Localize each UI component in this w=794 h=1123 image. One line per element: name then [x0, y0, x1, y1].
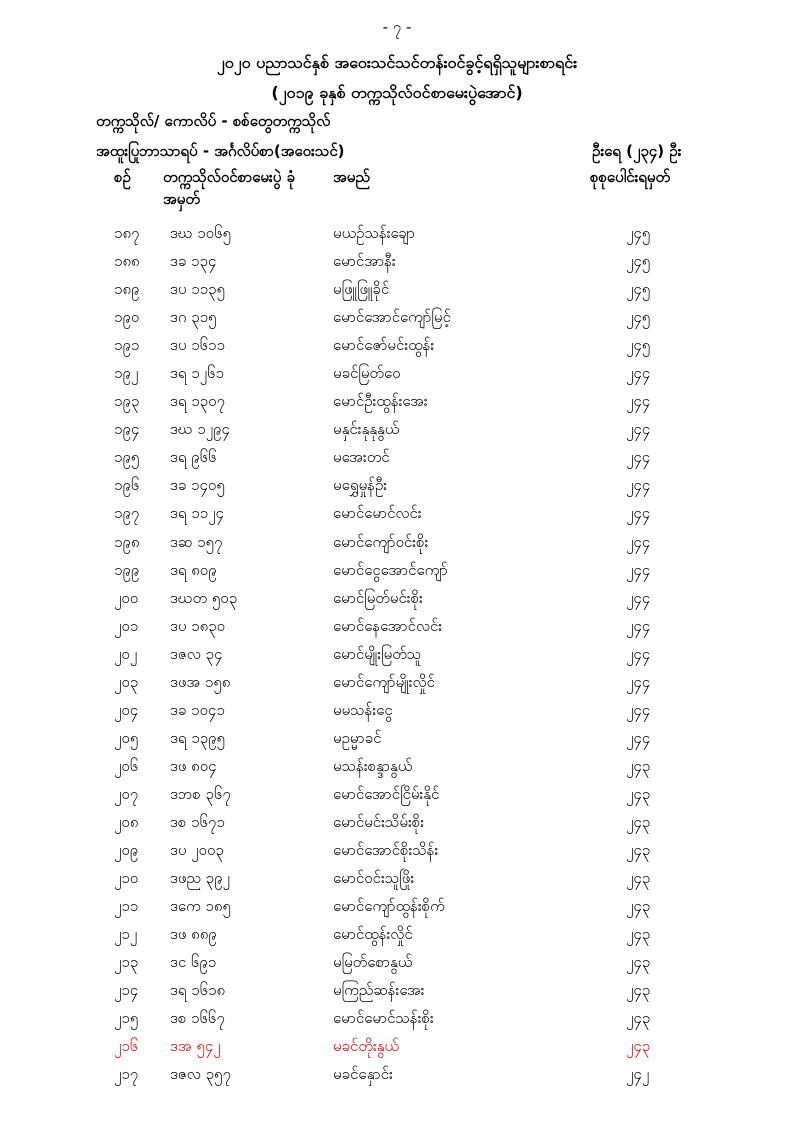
table-row	[0, 951, 794, 979]
row-name: မသန်းစန္ဒာနွယ်	[333, 756, 413, 775]
row-roll-number: ဒပ ၂၀၀၃	[170, 841, 224, 860]
table-row	[0, 783, 794, 811]
table-row	[0, 727, 794, 755]
row-serial-no: ၁၉၃	[114, 392, 140, 411]
table-row	[0, 867, 794, 895]
row-serial-no: ၂၀၄	[114, 700, 139, 719]
row-roll-number: ဒရ ၁၃၉၅	[170, 728, 225, 747]
row-roll-number: ဒဖည ၃၉၂	[170, 869, 230, 888]
row-name: မောင်ဇော်မင်းထွန်း	[333, 336, 435, 355]
results-list	[0, 222, 794, 1091]
row-serial-no: ၂၁၃	[114, 953, 139, 972]
row-name: မောင်ကျော်မျိုးလှိုင်	[333, 672, 435, 691]
row-name: မယဉ်သန်းချော	[333, 224, 416, 242]
row-total-marks: ၂၄၅	[626, 252, 651, 271]
table-row	[0, 362, 794, 390]
document-title: ၂၀၂၀ ပညာသင်နှစ် အဝေးသင်သင်တန်းဝင်ခွင့်ရရှိသူများစာရင်း	[216, 53, 578, 72]
row-total-marks: ၂၄၅	[626, 308, 651, 327]
row-name: မနှင်းနုနုနွယ်	[333, 420, 400, 439]
row-serial-no: ၂၁၀	[114, 869, 139, 888]
table-row	[0, 222, 794, 250]
row-total-marks: ၂၄၃	[626, 925, 651, 944]
table-row	[0, 755, 794, 783]
row-serial-no: ၁၉၄	[114, 420, 140, 439]
row-roll-number: ဒဃ ၁၀၆၅	[170, 224, 231, 242]
row-serial-no: ၂၀၃	[114, 672, 139, 691]
row-roll-number: ဒစ ၁၆၆၇	[170, 1009, 225, 1028]
row-roll-number: ဒဖအ ၁၅၈	[170, 672, 231, 691]
table-row	[0, 559, 794, 587]
row-name: မောင်ဝင်းသူဖြိုး	[333, 869, 415, 888]
row-serial-no: ၂၀၅	[114, 728, 139, 747]
row-name: မောင်ငွေအောင်ကျော်	[333, 560, 448, 579]
row-name: မောင်ထွန်းလှိုင်	[333, 925, 413, 944]
row-serial-no: ၂၁၄	[114, 981, 139, 1000]
table-row	[0, 923, 794, 951]
table-row	[0, 699, 794, 727]
row-name: မဖြူဖြူခိုင်	[333, 280, 390, 299]
table-row	[0, 811, 794, 839]
row-name: မောင်နေအောင်လင်း	[333, 616, 443, 635]
row-name: မမြတ်စောနွယ်	[333, 953, 413, 972]
row-total-marks: ၂၄၄	[626, 448, 651, 467]
row-roll-number: ဒခ ၁၃၄	[170, 252, 217, 271]
row-name: မောင်ကျော်ဝင်းစိုး	[333, 532, 429, 551]
row-roll-number: ဒဘစ ၃၆၇	[170, 784, 231, 803]
row-roll-number: ဒရ ၁၁၂၄	[170, 504, 224, 523]
row-total-marks: ၂၄၄	[626, 728, 651, 747]
row-name: မခင်နှောင်း	[333, 1065, 393, 1084]
row-serial-no: ၁၈၉	[114, 280, 140, 299]
row-total-marks: ၂၄၄	[626, 420, 651, 439]
row-name: မောင်မြတ်မင်းစိုး	[333, 588, 423, 607]
table-row	[0, 1063, 794, 1091]
row-roll-number: ဒဆ ၁၅၇	[170, 532, 223, 551]
row-roll-number: ဒဖ ၈၈၉	[170, 925, 217, 944]
subject-line: အထူးပြုဘာသာရပ် - အင်္ဂလိပ်စာ(အဝေးသင်)	[96, 142, 345, 160]
row-roll-number: ဒရ ၁၆၁၈	[170, 981, 226, 1000]
document-subtitle: (၂၀၁၉ ခုနှစ် တက္ကသိုလ်ဝင်စာမေးပွဲအောင်)	[271, 83, 523, 102]
row-serial-no: ၁၉၅	[114, 448, 140, 467]
row-roll-number: ဒအ ၅၄၂	[170, 1037, 221, 1056]
row-roll-number: ဒရ ၉၆၆	[170, 448, 217, 467]
total-count-label: ဦးရေ (၂၃၄) ဦး	[592, 142, 682, 160]
table-row	[0, 334, 794, 362]
row-total-marks: ၂၄၄	[626, 644, 651, 663]
row-roll-number: ဒဃ ၁၂၉၄	[170, 420, 230, 439]
row-serial-no: ၂၀၁	[114, 616, 139, 635]
header-roll-number: တက္ကသိုလ်ဝင်စာမေးပွဲ ခုံအမှတ်	[163, 168, 295, 208]
row-total-marks: ၂၄၃	[626, 1037, 651, 1056]
row-name: မခင်မြတ်ဝေ	[333, 364, 401, 383]
row-serial-no: ၁၉၇	[114, 504, 140, 523]
row-total-marks: ၂၄၃	[626, 981, 651, 1000]
row-total-marks: ၂၄၅	[626, 336, 651, 355]
header-serial-no: စဉ်	[114, 168, 131, 186]
row-name: မဥမ္မာခင်	[333, 728, 382, 747]
row-serial-no: ၂၀၀	[114, 588, 139, 607]
table-row	[0, 1035, 794, 1063]
table-row	[0, 1007, 794, 1035]
university-line: တက္ကသိုလ်/ ကောလိပ် - စစ်တွေတက္ကသိုလ်	[96, 112, 331, 130]
row-roll-number: ဒပ ၁၆၁၁	[170, 336, 225, 355]
row-roll-number: ဒရ ၁၃၀၇	[170, 392, 225, 411]
row-roll-number: ဒခ ၁၄၀၅	[170, 476, 225, 495]
row-roll-number: ဒင ၆၉၁	[170, 953, 217, 972]
table-row	[0, 979, 794, 1007]
row-roll-number: ဒစ ၁၆၇၁	[170, 812, 225, 831]
table-row	[0, 306, 794, 334]
row-serial-no: ၁၈၇	[114, 224, 140, 242]
row-name: မမသန်းငွေ	[333, 700, 393, 719]
row-roll-number: ဒကေ ၁၈၅	[170, 897, 231, 916]
table-row	[0, 390, 794, 418]
row-name: မောင်မောင်သန်းစိုး	[333, 1009, 434, 1028]
row-serial-no: ၁၉၈	[114, 532, 140, 551]
row-total-marks: ၂၄၃	[626, 841, 651, 860]
row-name: မောင်မင်းသိမ်းစိုး	[333, 812, 425, 831]
row-serial-no: ၁၉၆	[114, 476, 140, 495]
row-total-marks: ၂၄၄	[626, 672, 651, 691]
row-serial-no: ၁၉၂	[114, 364, 139, 383]
header-total-marks: စုစုပေါင်းရမှတ်	[590, 168, 671, 186]
row-name: မောင်အောင်ကျော်မြင့်	[333, 308, 451, 327]
table-row	[0, 418, 794, 446]
row-serial-no: ၁၉၀	[114, 308, 140, 327]
row-serial-no: ၂၁၁	[114, 897, 139, 916]
table-row	[0, 643, 794, 671]
row-total-marks: ၂၄၃	[626, 897, 651, 916]
row-name: မောင်အာနီး	[333, 252, 396, 271]
row-total-marks: ၂၄၄	[626, 532, 651, 551]
row-roll-number: ဒခ ၁၀၄၁	[170, 700, 225, 719]
row-serial-no: ၂၀၉	[114, 841, 139, 860]
table-row	[0, 474, 794, 502]
row-total-marks: ၂၄၃	[626, 953, 651, 972]
row-total-marks: ၂၄၄	[626, 504, 651, 523]
row-serial-no: ၂၁၆	[114, 1037, 139, 1056]
row-name: မကြည်ဆန်းအေး	[333, 981, 425, 1000]
table-row	[0, 278, 794, 306]
row-total-marks: ၂၄၃	[626, 869, 651, 888]
row-serial-no: ၂၀၇	[114, 784, 139, 803]
row-total-marks: ၂၄၃	[626, 784, 651, 803]
row-roll-number: ဒဇလ ၃၅၇	[170, 1065, 231, 1084]
row-roll-number: ဒဇလ ၃၄	[170, 644, 223, 663]
row-name: မောင်ကျော်ထွန်းစိုက်	[333, 897, 445, 916]
row-total-marks: ၂၄၄	[626, 364, 651, 383]
row-name: မောင်ဦးထွန်းအေး	[333, 392, 428, 411]
row-serial-no: ၁၈၈	[114, 252, 140, 271]
row-roll-number: ဒရ ၈၀၉	[170, 560, 217, 579]
table-row	[0, 250, 794, 278]
row-total-marks: ၂၄၄	[626, 392, 651, 411]
table-row	[0, 895, 794, 923]
row-name: မခင်တိုးနွယ်	[333, 1037, 400, 1056]
row-total-marks: ၂၄၄	[626, 560, 651, 579]
row-roll-number: ဒဖ ၈၀၄	[170, 756, 217, 775]
row-total-marks: ၂၄၄	[626, 476, 651, 495]
table-row	[0, 502, 794, 530]
row-roll-number: ဒဂ ၃၁၅	[170, 308, 217, 327]
row-total-marks: ၂၄၃	[626, 756, 651, 775]
row-serial-no: ၁၉၉	[114, 560, 140, 579]
row-name: မောင်မောင်လင်း	[333, 504, 422, 523]
row-serial-no: ၂၁၇	[114, 1065, 139, 1084]
row-total-marks: ၂၄၃	[626, 1009, 651, 1028]
row-serial-no: ၂၀၆	[114, 756, 139, 775]
row-roll-number: ဒပ ၁၁၃၅	[170, 280, 225, 299]
table-row	[0, 587, 794, 615]
row-name: မရွှေမှုန်ဦး	[333, 476, 388, 495]
page-number: - ၇ -	[382, 18, 412, 36]
row-name: မောင်အောင်ငြိမ်းနိုင်	[333, 784, 440, 803]
row-total-marks: ၂၄၄	[626, 616, 651, 635]
row-name: မောင်အောင်စိုးသိန်း	[333, 841, 439, 860]
row-total-marks: ၂၄၄	[626, 588, 651, 607]
header-name: အမည်	[333, 168, 370, 186]
row-serial-no: ၂၁၅	[114, 1009, 139, 1028]
row-serial-no: ၁၉၁	[114, 336, 140, 355]
row-roll-number: ဒရ ၁၂၆၁	[170, 364, 224, 383]
row-total-marks: ၂၄၂	[626, 1065, 650, 1084]
row-total-marks: ၂၄၅	[626, 224, 651, 242]
row-name: မအေးတင်	[333, 448, 390, 467]
row-serial-no: ၂၀၂	[114, 644, 138, 663]
row-serial-no: ၂၀၈	[114, 812, 139, 831]
table-row	[0, 839, 794, 867]
row-serial-no: ၂၁၂	[114, 925, 138, 944]
row-total-marks: ၂၄၄	[626, 700, 651, 719]
row-roll-number: ဒဃတ ၅၀၃	[170, 588, 238, 607]
row-total-marks: ၂၄၅	[626, 280, 651, 299]
table-row	[0, 615, 794, 643]
row-roll-number: ဒပ ၁၈၃၀	[170, 616, 226, 635]
row-name: မောင်မျိုးမြတ်သူ	[333, 644, 422, 663]
table-row	[0, 671, 794, 699]
table-row	[0, 446, 794, 474]
table-row	[0, 531, 794, 559]
row-total-marks: ၂၄၃	[626, 812, 651, 831]
